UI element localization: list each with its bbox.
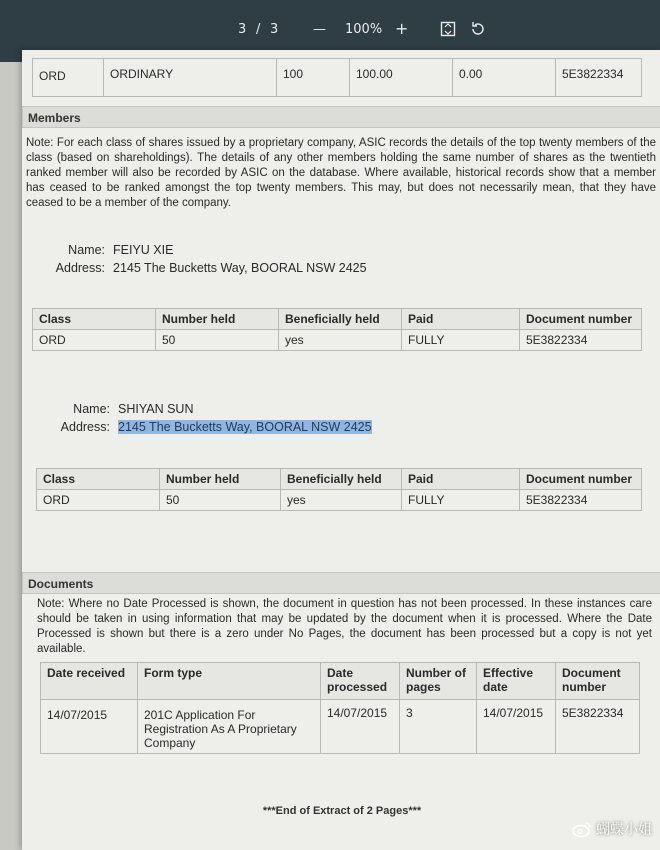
col-paid: Paid	[402, 309, 520, 330]
member-1-name-line	[47, 243, 173, 257]
member-2-address-line	[52, 420, 372, 434]
col-number-held: Number held	[160, 469, 281, 490]
cell-document-number: 5E3822334	[520, 330, 642, 351]
share-unpaid: 0.00	[453, 59, 556, 97]
cell-form-type: 201C Application For Registration As A Proprietary Company	[138, 700, 321, 754]
cell-class: ORD	[37, 490, 160, 511]
end-of-extract: ***End of Extract of 2 Pages***	[262, 805, 422, 817]
cell-class: ORD	[33, 330, 156, 351]
name-label: Name:	[73, 402, 110, 416]
documents-note: Note: Where no Date Processed is shown, the document in question has not been processed. In these instances care should be taken in using information that may be updated by the document when it is processed. Where the Date Processed is shown but there is a zero under No Pages, the document has been processed but a copy is not yet available.	[37, 598, 652, 655]
table-header	[33, 309, 642, 330]
address-label: Address:	[60, 420, 110, 434]
cell-document-number: 5E3822334	[556, 700, 640, 754]
share-description: ORDINARY	[104, 59, 277, 97]
cell-document-number: 5E3822334	[520, 490, 642, 511]
cell-paid: FULLY	[402, 330, 520, 351]
table-row	[33, 59, 642, 97]
cell-beneficially-held: yes	[281, 490, 402, 511]
member-name: SHIYAN SUN	[118, 402, 194, 416]
cell-number-held: 50	[160, 490, 281, 511]
cell-effective-date: 14/07/2015	[477, 700, 556, 754]
share-class-table	[32, 58, 642, 97]
col-document-number: Document number	[520, 309, 642, 330]
member-name: FEIYU XIE	[113, 243, 174, 257]
table-row	[33, 330, 642, 351]
table-row	[37, 490, 642, 511]
col-effective-date: Effective date	[477, 663, 556, 700]
name-label: Name:	[68, 243, 105, 257]
address-label: Address:	[55, 261, 105, 275]
cell-date-processed: 14/07/2015	[321, 700, 400, 754]
cell-number-of-pages: 3	[400, 700, 477, 754]
col-document-number: Document number	[556, 663, 640, 700]
weibo-logo-icon	[572, 821, 592, 837]
member-address-selected[interactable]: 2145 The Bucketts Way, BOORAL NSW 2425	[118, 420, 372, 434]
col-beneficially-held: Beneficially held	[281, 469, 402, 490]
cell-number-held: 50	[156, 330, 279, 351]
table-header	[41, 663, 640, 700]
col-date-received: Date received	[41, 663, 138, 700]
rotate-button[interactable]	[468, 19, 488, 39]
cell-beneficially-held: yes	[279, 330, 402, 351]
table-row	[41, 700, 640, 754]
share-paid: 100.00	[350, 59, 453, 97]
zoom-in-button[interactable]: +	[395, 19, 409, 38]
members-note: Note: For each class of shares issued by a proprietary company, ASIC records the details of the top twenty members of the class (based on shareholdings). The details of any other members holding the same number of shares as the twentieth ranked member will also be recorded by ASIC on the database. Where available, historical records show that a member has ceased to be ranked amongst the top twenty members. This may, but does not necessarily mean, that they have ceased to be a member of the company.	[26, 137, 656, 209]
col-date-processed: Date processed	[321, 663, 400, 700]
share-class: ORD	[33, 59, 104, 97]
col-number-held: Number held	[156, 309, 279, 330]
share-number: 100	[277, 59, 350, 97]
zoom-level[interactable]: 100%	[345, 22, 383, 37]
member-address: 2145 The Bucketts Way, BOORAL NSW 2425	[113, 261, 367, 275]
rotate-icon	[470, 21, 486, 37]
share-doc-number: 5E3822334	[556, 59, 642, 97]
member-2-name-line	[52, 402, 193, 416]
member-1-table	[32, 308, 642, 351]
document-page	[22, 50, 660, 850]
col-form-type: Form type	[138, 663, 321, 700]
watermark	[572, 819, 652, 839]
col-number-of-pages: Number of pages	[400, 663, 477, 700]
col-beneficially-held: Beneficially held	[279, 309, 402, 330]
page-number-current[interactable]: 3	[238, 22, 247, 37]
zoom-out-button[interactable]: —	[313, 22, 326, 37]
col-document-number: Document number	[520, 469, 642, 490]
watermark-text: 蝴蝶小姐	[596, 822, 652, 838]
fit-page-icon	[440, 21, 456, 37]
member-2-table	[36, 468, 642, 511]
member-1-address-line	[47, 261, 367, 275]
cell-paid: FULLY	[402, 490, 520, 511]
col-class: Class	[33, 309, 156, 330]
documents-table	[40, 662, 640, 754]
col-paid: Paid	[402, 469, 520, 490]
col-class: Class	[37, 469, 160, 490]
documents-heading: Documents	[22, 572, 660, 594]
cell-date-received: 14/07/2015	[41, 700, 138, 754]
fit-page-button[interactable]	[438, 19, 458, 39]
page-separator: /	[256, 22, 261, 37]
members-heading: Members	[22, 106, 660, 128]
table-header	[37, 469, 642, 490]
page-number-total: 3	[270, 22, 279, 37]
